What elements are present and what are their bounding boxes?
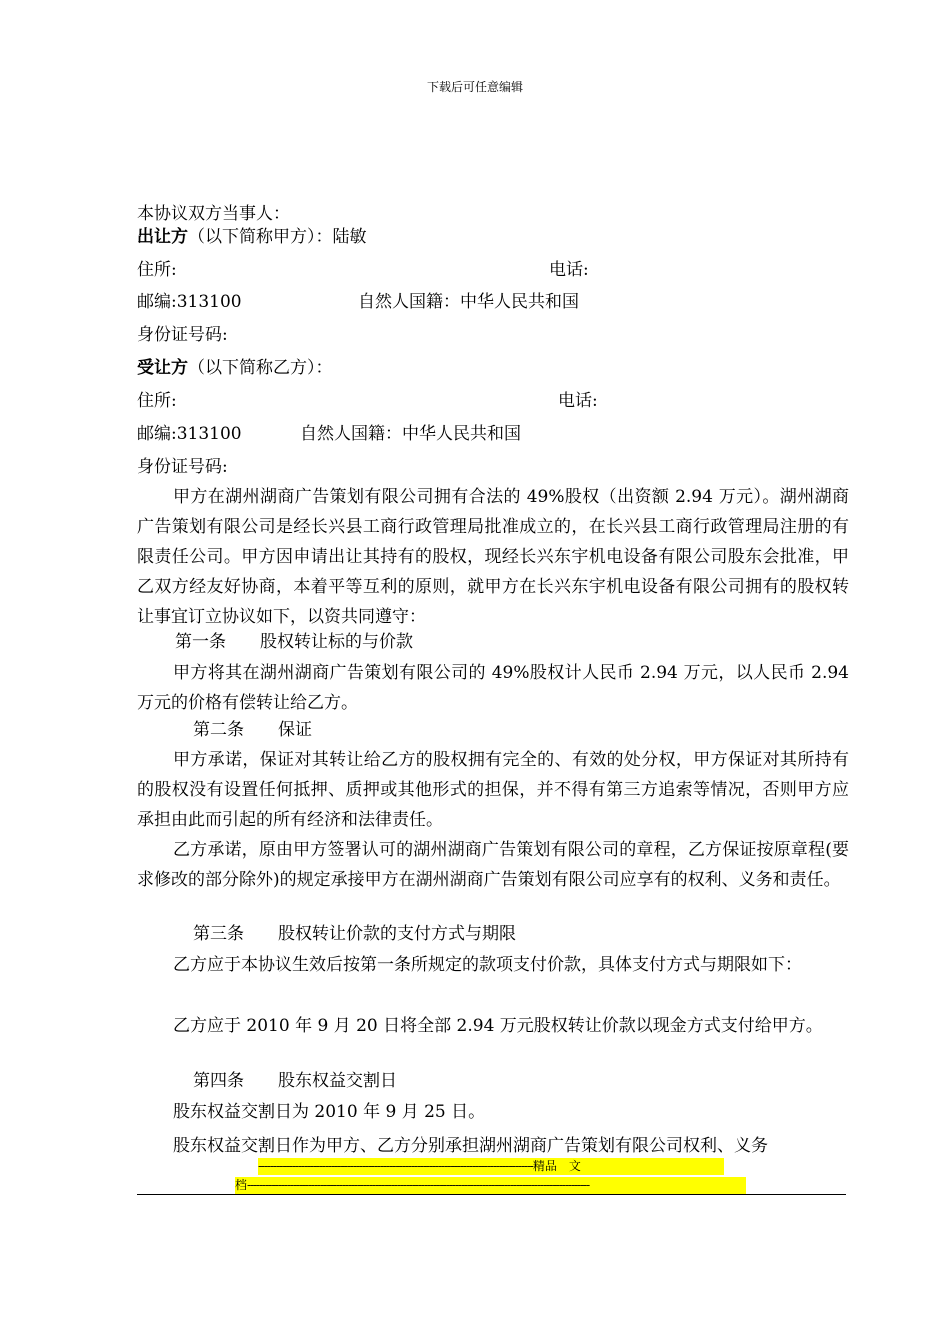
article-3-heading <box>193 923 516 945</box>
party-a-phone-label: 电话: <box>549 260 589 280</box>
party-b-address-label: 住所: <box>137 391 177 411</box>
party-a-id-label: 身份证号码: <box>137 325 228 345</box>
party-b-phone-label: 电话: <box>558 391 598 411</box>
party-b-role-label: 受让方 <box>137 358 188 378</box>
article-3-text-2: 乙方应于 2010 年 9 月 20 日将全部 2.94 万元股权转让价款以现金方式支付给甲方。 <box>173 1016 823 1036</box>
party-a-role-rest: （以下简称甲方）：陆敏 <box>188 227 367 247</box>
footer-dashes-2: ---------------------------------------------------------------------------------------------------------------- <box>247 1178 590 1192</box>
article-2-title: 保证 <box>278 720 312 740</box>
article-1-text: 甲方将其在湖州湖商广告策划有限公司的 49%股权计人民币 2.94 万元，以人民币 2.94 万元的价格有偿转让给乙方。 <box>137 663 849 713</box>
article-4-text-1: 股东权益交割日为 2010 年 9 月 25 日。 <box>173 1102 486 1122</box>
party-b-id-label: 身份证号码: <box>137 457 228 477</box>
party-a-nationality: 自然人国籍：中华人民共和国 <box>358 292 579 312</box>
footer-tail-1: 精品 文 <box>532 1159 581 1173</box>
party-b-nationality: 自然人国籍：中华人民共和国 <box>300 424 521 444</box>
article-2-heading <box>193 719 312 741</box>
footer-head-2: 档 <box>235 1178 248 1192</box>
article-1-number: 第一条 <box>175 632 226 652</box>
footer-watermark-line-2 <box>235 1177 746 1194</box>
party-a-address-label: 住所: <box>137 260 177 280</box>
party-a-postcode: 邮编:313100 <box>137 292 242 312</box>
article-3-number: 第三条 <box>193 924 244 944</box>
article-2-text-2: 乙方承诺，原由甲方签署认可的湖州湖商广告策划有限公司的章程，乙方保证按原章程(要求修改的部分除外)的规定承接甲方在湖州湖商广告策划有限公司应享有的权利、义务和责任。 <box>137 840 849 890</box>
party-b-role-rest: （以下简称乙方）： <box>188 358 333 378</box>
footer-watermark-line-1 <box>258 1158 724 1175</box>
party-a-title <box>137 226 367 248</box>
article-3-text-1: 乙方应于本协议生效后按第一条所规定的款项支付价款，具体支付方式与期限如下： <box>173 955 802 975</box>
article-1-heading <box>175 631 413 653</box>
article-2-text-1: 甲方承诺，保证对其转让给乙方的股权拥有完全的、有效的处分权，甲方保证对其所持有的股权没有设置任何抵押、质押或其他形式的担保，并不得有第三方追索等情况，否则甲方应承担由此而引起的所有经济和法律责任。 <box>137 750 849 830</box>
article-4-heading <box>193 1070 397 1092</box>
article-4-number: 第四条 <box>193 1071 244 1091</box>
party-b-title <box>137 357 333 379</box>
party-b-postcode: 邮编:313100 <box>137 424 242 444</box>
footer-rule <box>137 1194 846 1195</box>
footer-dashes-1: ------------------------------------------------------------------------------------------ <box>258 1159 533 1173</box>
article-1-title: 股权转让标的与价款 <box>260 632 413 652</box>
page-header: 下载后可任意编辑 <box>426 80 523 94</box>
article-4-text-2: 股东权益交割日作为甲方、乙方分别承担湖州湖商广告策划有限公司权利、义务 <box>173 1136 768 1156</box>
parties-intro: 本协议双方当事人： <box>137 204 290 224</box>
article-2-number: 第二条 <box>193 720 244 740</box>
article-4-title: 股东权益交割日 <box>278 1071 397 1091</box>
party-a-role-label: 出让方 <box>137 227 188 247</box>
article-3-title: 股权转让价款的支付方式与期限 <box>278 924 516 944</box>
preamble-paragraph: 甲方在湖州湖商广告策划有限公司拥有合法的 49%股权（出资额 2.94 万元）。湖州湖商广告策划有限公司是经长兴县工商行政管理局批准成立的，在长兴县工商行政管理局注册的有限责任公司。甲方因申请出让其持有的股权，现经长兴东宇机电设备有限公司股东会批准，甲乙双方经友好协商，本着平等互利的原则，就甲方在长兴东宇机电设备有限公司拥有的股权转让事宜订立协议如下，以资共同遵守： <box>137 487 849 627</box>
